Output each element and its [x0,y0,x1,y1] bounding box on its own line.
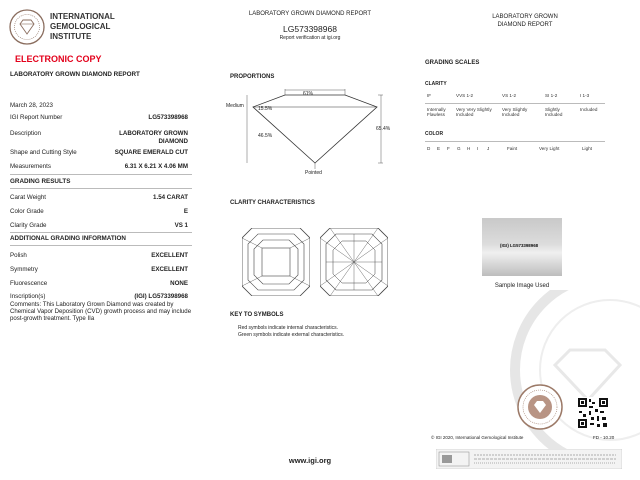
key-line-green: Green symbols indicate external characteristics. [238,332,345,338]
clarity-scale-label: CLARITY [425,81,447,87]
verification-note: Report verification at igi.org [279,35,341,41]
color-letter-j: J [487,146,490,151]
field-fluorescence: Fluorescence NONE [10,280,188,287]
color-scale-label: COLOR [425,131,444,137]
additional-info-title: ADDITIONAL GRADING INFORMATION [10,235,126,242]
divider [10,174,192,175]
clarity-desc-if: Internally Flawless [427,107,446,118]
crown-percent: 15.5% [258,106,273,112]
divider [10,245,192,246]
proportions-title: PROPORTIONS [230,74,275,80]
color-word-very-light: Very Light [539,146,560,151]
institute-name: INTERNATIONAL GEMOLOGICAL INSTITUTE [50,12,115,41]
right-report-title: LABORATORY GROWN DIAMOND REPORT [492,14,558,28]
copyright-note: © IGI 2020, International Gemological Institute [431,435,524,440]
field-color: Color Grade E [10,208,188,215]
key-line-red: Red symbols indicate internal characteristics. [238,325,339,331]
field-polish: Polish EXCELLENT [10,252,188,259]
middle-report-title: LABORATORY GROWN DIAMOND REPORT [248,11,372,17]
comments: Comments: This Laboratory Grown Diamond was created by Chemical Vapor Deposition (CVD) growth process and may include post-growth treatment. Type IIa [10,301,192,322]
color-letter-e: E [437,146,441,151]
clarity-characteristics-title: CLARITY CHARACTERISTICS [230,200,315,206]
color-letter-g: G [457,146,461,151]
field-carat: Carat Weight 1.54 CARAT [10,194,188,201]
qr-code-icon[interactable] [577,397,609,429]
left-report-title: LABORATORY GROWN DIAMOND REPORT [10,71,140,78]
color-letter-d: D [427,146,431,151]
clarity-desc-vs: Very Slightly Included [502,107,528,118]
divider [425,141,605,142]
clarity-desc-i: Included [580,107,598,112]
color-letter-i: I [477,146,479,151]
color-letter-f: F [447,146,450,151]
security-strip-icon [436,449,622,469]
grading-scales-title: GRADING SCALES [425,60,480,66]
field-description: Description LABORATORY GROWN DIAMOND [10,130,188,145]
clarity-grade-si: SI 1-2 [545,93,558,98]
sample-image-caption: Sample Image Used [494,283,550,289]
field-shape: Shape and Cutting Style SQUARE EMERALD CUT [10,149,188,156]
pavilion-view-plot [320,228,388,296]
divider [10,232,192,233]
color-word-light: Light [582,146,592,151]
clarity-desc-vvs: Very Very Slightly Included [456,107,492,118]
depth-percent: 65.4% [376,126,391,132]
clarity-desc-si: Slightly Included [545,107,563,118]
field-report-number: IGI Report Number LG573398968 [10,114,188,121]
divider [425,103,605,104]
middle-report-number: LG573398968 [283,24,337,34]
key-to-symbols-title: KEY TO SYMBOLS [230,312,284,318]
sample-inscription-image [482,218,562,276]
grading-results-title: GRADING RESULTS [10,178,71,185]
form-code: FD - 10.20 [593,435,615,440]
sample-inscription-text: (IGI) LG573398968 [500,243,539,248]
website-link[interactable]: www.igi.org [288,456,332,465]
divider [10,188,192,189]
clarity-grade-i: I 1-3 [580,93,590,98]
girdle-medium: Medium [226,103,244,109]
color-word-faint: Faint [507,146,518,151]
clarity-grade-vvs: VVS 1-2 [456,93,474,98]
field-symmetry: Symmetry EXCELLENT [10,266,188,273]
field-measurements: Measurements 6.31 X 6.21 X 4.06 MM [10,163,188,170]
report-date: March 28, 2023 [10,102,53,109]
clarity-grade-if: IF [427,93,432,98]
culet-label: Pointed [305,170,322,176]
electronic-copy-label: ELECTRONIC COPY [15,54,102,64]
color-letter-h: H [467,146,471,151]
table-percent: 61% [303,91,314,97]
field-inscription: Inscription(s) (IGI) LG573398968 [10,293,188,300]
igi-logo-icon [8,8,46,46]
pavilion-percent: 46.5% [258,133,273,139]
crown-view-plot [242,228,310,296]
field-clarity: Clarity Grade VS 1 [10,222,188,229]
igi-seal-icon [516,383,564,431]
clarity-grade-vs: VS 1-2 [502,93,517,98]
proportions-diagram [215,85,400,175]
